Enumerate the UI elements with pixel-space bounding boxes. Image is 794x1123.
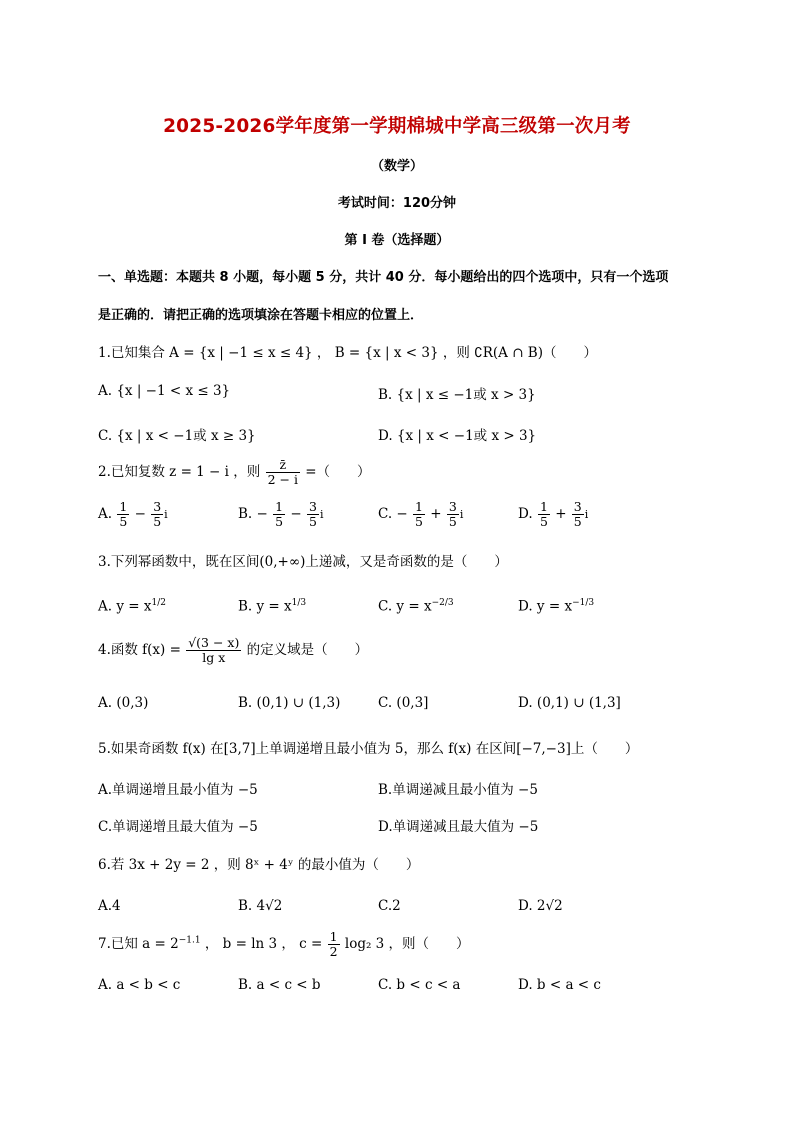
operator: − (290, 506, 302, 522)
fraction-denominator: 5 (153, 514, 162, 529)
question-1-option-b: B. {x | x ≤ −1或 x > 3} (378, 387, 536, 403)
fraction-numerator: 1 (415, 499, 423, 514)
fraction (538, 500, 550, 529)
question-2-option-d (518, 500, 588, 529)
subject-label: （数学） (370, 159, 423, 174)
fraction-denominator: 5 (573, 514, 582, 529)
option-label: B. − (238, 506, 268, 522)
fraction (117, 500, 129, 529)
question-2-fraction (266, 458, 300, 487)
operator: − (134, 506, 146, 522)
fraction-numerator: √(3 − x) (188, 635, 240, 650)
question-2-option-c (378, 500, 463, 529)
question-6-stem: 6.若 3x + 2y = 2 ，则 8ˣ + 4ʸ 的最小值为（ ） (98, 857, 420, 873)
question-2-stem-pre: 2.已知复数 z = 1 − i ，则 (98, 464, 261, 480)
question-7-fraction (328, 930, 340, 959)
fraction-numerator: 1 (275, 499, 284, 514)
question-2-option-a (98, 500, 168, 529)
question-6-option-c: C.2 (378, 898, 401, 914)
imaginary-unit: i (164, 508, 168, 521)
question-7-option-c: C. b < c < a (378, 977, 461, 993)
question-5-stem: 5.如果奇函数 f(x) 在[3,7]上单调递增且最小值为 5，那么 f(x) 在区间[−7,−3]上（ ） (98, 741, 639, 757)
fraction-numerator: 3 (153, 499, 162, 514)
question-7-option-a: A. a < b < c (98, 977, 181, 993)
question-3-stem: 3.下列幂函数中，既在区间(0,+∞)上递减，又是奇函数的是（ ） (98, 554, 508, 570)
option-base: D. y = x (518, 598, 573, 615)
exam-title: 2025-2026学年度第一学期棉城中学高三级第一次月考 (163, 116, 631, 137)
option-label: D. (518, 506, 533, 522)
fraction (447, 500, 459, 529)
question-4-option-c: C. (0,3] (378, 695, 429, 711)
fraction-denominator: 5 (415, 514, 423, 529)
fraction-denominator: 2 − i (267, 472, 298, 487)
question-3-option-c (378, 598, 454, 615)
question-5-option-b: B.单调递减且最小值为 −5 (378, 782, 538, 798)
fraction-numerator: 1 (119, 499, 128, 514)
question-2-option-b (238, 500, 323, 529)
question-7-stem-mid: ， b = ln 3 ， c = (204, 936, 323, 952)
question-7-option-b: B. a < c < b (238, 977, 321, 993)
option-base: A. y = x (98, 598, 152, 615)
question-3-option-a (98, 598, 166, 615)
fraction-denominator: lg x (202, 650, 226, 665)
question-5-option-c: C.单调递增且最大值为 −5 (98, 819, 258, 835)
fraction-denominator: 5 (448, 514, 457, 529)
fraction-denominator: 2 (329, 944, 338, 959)
question-4-stem-post: 的定义域是（ ） (246, 642, 369, 658)
imaginary-unit: i (319, 508, 324, 521)
exponent: −2/3 (431, 598, 454, 608)
fraction-numerator: 3 (448, 499, 457, 514)
fraction-denominator: 5 (539, 514, 548, 529)
imaginary-unit: i (459, 508, 464, 521)
fraction-numerator: 3 (308, 499, 317, 514)
option-base: B. y = x (238, 598, 292, 615)
question-1-option-a: A. {x | −1 < x ≤ 3} (98, 383, 231, 399)
question-4-option-a: A. (0,3) (98, 695, 149, 711)
question-4-fraction (186, 636, 241, 665)
question-4-stem (98, 636, 368, 665)
volume-label: 第 I 卷（选择题） (344, 233, 450, 248)
option-label: C. − (378, 506, 408, 522)
operator: + (555, 506, 567, 522)
question-6-option-d: D. 2√2 (518, 898, 563, 914)
question-4-option-b: B. (0,1) ∪ (1,3) (238, 695, 341, 711)
fraction-numerator: z̄ (266, 458, 300, 473)
operator: + (430, 506, 442, 522)
question-6-option-a: A.4 (98, 898, 121, 914)
question-5-option-a: A.单调递增且最小值为 −5 (98, 782, 258, 798)
fraction-numerator: 1 (539, 499, 548, 514)
fraction-numerator: 1 (329, 929, 338, 944)
fraction-denominator: 5 (275, 514, 284, 529)
question-4-stem-pre: 4.函数 f(x) = (98, 642, 181, 658)
question-7-option-d: D. b < a < c (518, 977, 601, 993)
fraction (413, 500, 425, 529)
question-1-option-d: D. {x | x < −1或 x > 3} (378, 428, 537, 444)
fraction-numerator: 3 (573, 499, 582, 514)
option-label: A. (98, 506, 113, 522)
section-instructions-line1: 一、单选题：本题共 8 小题，每小题 5 分，共计 40 分．每小题给出的四个选项中，只有一个选项 (98, 270, 669, 285)
fraction-denominator: 5 (308, 514, 317, 529)
exponent: 1/2 (151, 598, 166, 608)
exam-time: 考试时间：120分钟 (337, 196, 457, 211)
exponent: −1/3 (572, 598, 595, 608)
imaginary-unit: i (584, 508, 589, 521)
question-5-option-d: D.单调递减且最大值为 −5 (378, 819, 539, 835)
question-3-option-d (518, 598, 594, 615)
question-7-stem (98, 930, 470, 959)
question-2-stem (98, 458, 371, 487)
question-1-stem: 1.已知集合 A = {x | −1 ≤ x ≤ 4} ， B = {x | x < 3} ，则 ∁R(A ∩ B)（ ） (98, 345, 597, 361)
exponent: −1.1 (178, 935, 201, 946)
fraction (151, 500, 163, 529)
question-7-stem-pre: 7.已知 a = 2 (98, 936, 179, 952)
fraction (273, 500, 285, 529)
question-2-stem-post: =（ ） (305, 464, 371, 480)
question-6-option-b: B. 4√2 (238, 898, 283, 914)
question-7-stem-post: log₂ 3 ，则（ ） (344, 936, 470, 952)
fraction-denominator: 5 (119, 514, 128, 529)
question-1-option-c: C. {x | x < −1或 x ≥ 3} (98, 428, 256, 444)
question-4-option-d: D. (0,1) ∪ (1,3] (518, 695, 621, 711)
section-instructions-line2: 是正确的．请把正确的选项填涂在答题卡相应的位置上． (98, 308, 424, 323)
fraction (572, 500, 584, 529)
option-base: C. y = x (378, 598, 432, 615)
question-3-option-b (238, 598, 306, 615)
exponent: 1/3 (291, 598, 307, 608)
fraction (307, 500, 319, 529)
